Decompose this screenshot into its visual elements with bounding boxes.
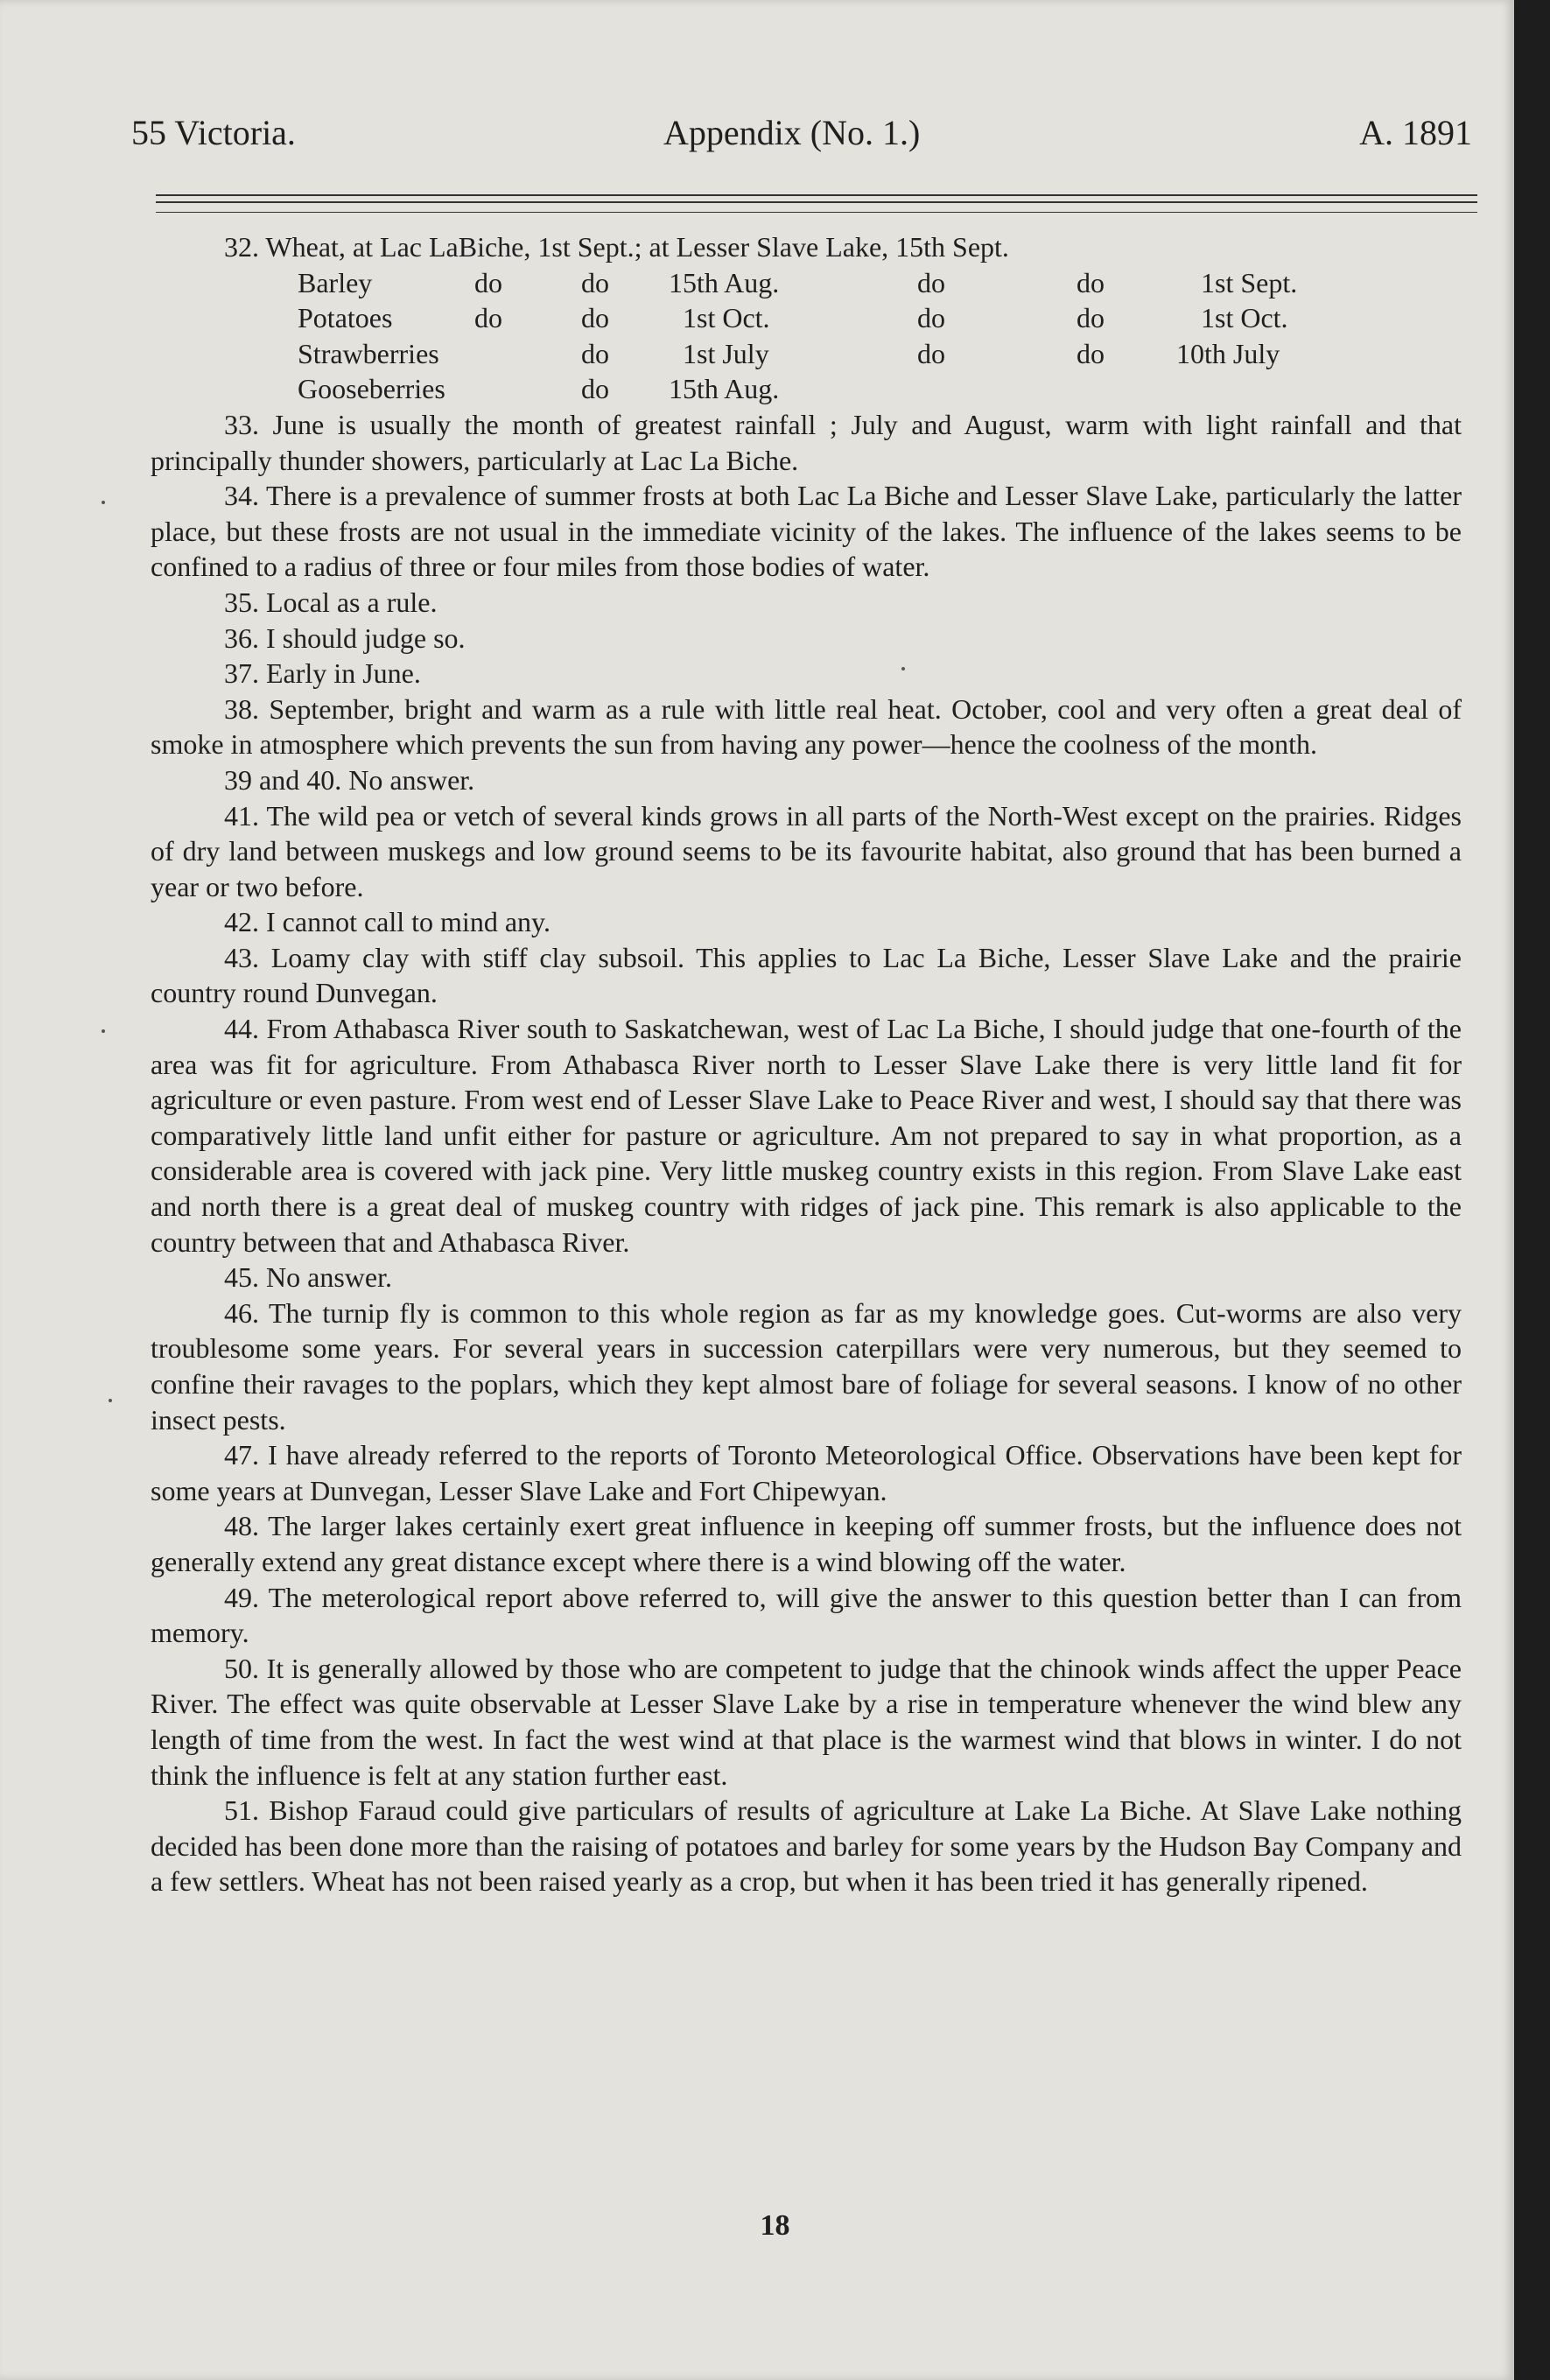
header-appendix: Appendix (No. 1.) xyxy=(663,113,921,152)
answer-46: 46. The turnip fly is common to this whole region as far as my knowledge goes. Cut-worms are also very troublesome some years. For several years in succession caterpillars were very numerous, but they seemed to confine their ravages to the poplars, which they kept almost bare of foliage for several seasons. I know of no other insect pests. xyxy=(151,1296,1462,1436)
scan-speck xyxy=(102,1029,105,1033)
scan-speck xyxy=(109,1399,112,1402)
ditto: do xyxy=(917,337,945,369)
answer-49: 49. The meterological report above referred to, will give the answer to this question better than I can from memory. xyxy=(151,1581,1462,1649)
ditto: do xyxy=(917,302,945,334)
crop-name: Potatoes xyxy=(298,302,393,334)
harvest-row xyxy=(151,371,1462,407)
harvest-row-wheat xyxy=(151,229,1462,265)
header-session: 55 Victoria. xyxy=(131,113,296,152)
answer-39-40: 39 and 40. No answer. xyxy=(224,763,475,796)
answer-37: 37. Early in June. xyxy=(224,657,421,690)
answer-33: 33. June is usually the month of greatest rainfall ; July and August, warm with light rainfall and that principally thunder showers, particularly at Lac La Biche. xyxy=(151,408,1462,476)
harvest-wheat-text: 32. Wheat, at Lac LaBiche, 1st Sept.; at Lesser Slave Lake, 15th Sept. xyxy=(224,231,1009,263)
ditto: do xyxy=(1077,266,1105,298)
harvest-date: 10th July xyxy=(1176,337,1280,369)
answer-48: 48. The larger lakes certainly exert great influence in keeping off summer frosts, but the influence does not generally extend any great distance except where there is a wind blowing off the water. xyxy=(151,1510,1462,1577)
answer-34: 34. There is a prevalence of summer frosts at both Lac La Biche and Lesser Slave Lake, particularly the latter place, but these frosts are not usual in the immediate vicinity of the lakes. The influence of the lakes seems to be confined to a radius of three or four miles from those bodies of water. xyxy=(151,480,1462,583)
harvest-row xyxy=(151,300,1462,336)
crop-name: Gooseberries xyxy=(298,373,445,405)
ditto: do xyxy=(1077,302,1105,334)
scan-speck xyxy=(901,667,905,670)
harvest-date: 1st Sept. xyxy=(1201,266,1298,298)
answer-45: 45. No answer. xyxy=(224,1261,392,1294)
ditto: do xyxy=(474,302,502,334)
crop-name: Strawberries xyxy=(298,337,439,369)
answer-41: 41. The wild pea or vetch of several kinds grows in all parts of the North-West except on the prairies. Ridges of dry land between muskegs and low ground seems to be its favourite habitat, also ground that has been burned a year or two before. xyxy=(151,799,1462,902)
ditto: do xyxy=(581,337,609,369)
harvest-date: 15th Aug. xyxy=(669,266,780,298)
answer-42: 42. I cannot call to mind any. xyxy=(224,906,551,938)
header-rule xyxy=(156,201,1477,203)
running-header xyxy=(131,112,1479,165)
header-rule xyxy=(156,212,1477,213)
ditto: do xyxy=(917,266,945,298)
answer-35: 35. Local as a rule. xyxy=(224,586,438,618)
answer-43: 43. Loamy clay with stiff clay subsoil. This applies to Lac La Biche, Lesser Slave Lake and the prairie country round Dunvegan. xyxy=(151,941,1462,1009)
answer-50: 50. It is generally allowed by those who are competent to judge that the chinook winds affect the upper Peace River. The effect was quite observable at Lesser Slave Lake by a rise in temperature whenever the wind blew any length of time from the west. In fact the west wind at that place is the warmest wind that blows in winter. I do not think the influence is felt at any station further east. xyxy=(151,1652,1462,1791)
harvest-date: 1st July xyxy=(683,337,769,369)
scan-speck xyxy=(102,501,105,504)
harvest-date: 1st Oct. xyxy=(1201,302,1288,334)
harvest-date: 1st Oct. xyxy=(683,302,770,334)
document-body xyxy=(151,229,1462,1899)
answer-44: 44. From Athabasca River south to Saskatchewan, west of Lac La Biche, I should judge that one-fourth of the area was fit for agriculture. From Athabasca River north to Lesser Slave Lake there is very little land fit for agriculture or even pasture. From west end of Lesser Slave Lake to Peace River and west, I should say that there was comparatively little land unfit either for pasture or agriculture. Am not prepared to say in what proportion, as a considerable area is covered with jack pine. Very little muskeg country exists in this region. From Slave Lake east and north there is a great deal of muskeg country with ridges of jack pine. This remark is also applicable to the country between that and Athabasca River. xyxy=(151,1013,1462,1258)
header-rule xyxy=(156,194,1477,196)
ditto: do xyxy=(1077,337,1105,369)
crop-name: Barley xyxy=(298,266,373,298)
page-number: 18 xyxy=(760,2209,790,2242)
answer-47: 47. I have already referred to the reports of Toronto Meteorological Office. Observations have been kept for some years at Dunvegan, Lesser Slave Lake and Fort Chipewyan. xyxy=(151,1439,1462,1506)
header-year: A. 1891 xyxy=(1359,113,1472,152)
ditto: do xyxy=(581,373,609,405)
ditto: do xyxy=(581,302,609,334)
harvest-row xyxy=(151,265,1462,301)
answer-51: 51. Bishop Faraud could give particulars of results of agriculture at Lake La Biche. At Slave Lake nothing decided has been done more than the raising of potatoes and barley for some years by the Hudson Bay Company and a few settlers. Wheat has not been raised yearly as a crop, but when it has been tried it has generally ripened. xyxy=(151,1794,1462,1898)
answer-36: 36. I should judge so. xyxy=(224,621,466,654)
answer-38: 38. September, bright and warm as a rule with little real heat. October, cool and very often a great deal of smoke in atmosphere which prevents the sun from having any power—hence the coolness of the month. xyxy=(151,692,1462,761)
harvest-date: 15th Aug. xyxy=(669,373,780,405)
ditto: do xyxy=(474,266,502,298)
harvest-row xyxy=(151,336,1462,372)
ditto: do xyxy=(581,266,609,298)
